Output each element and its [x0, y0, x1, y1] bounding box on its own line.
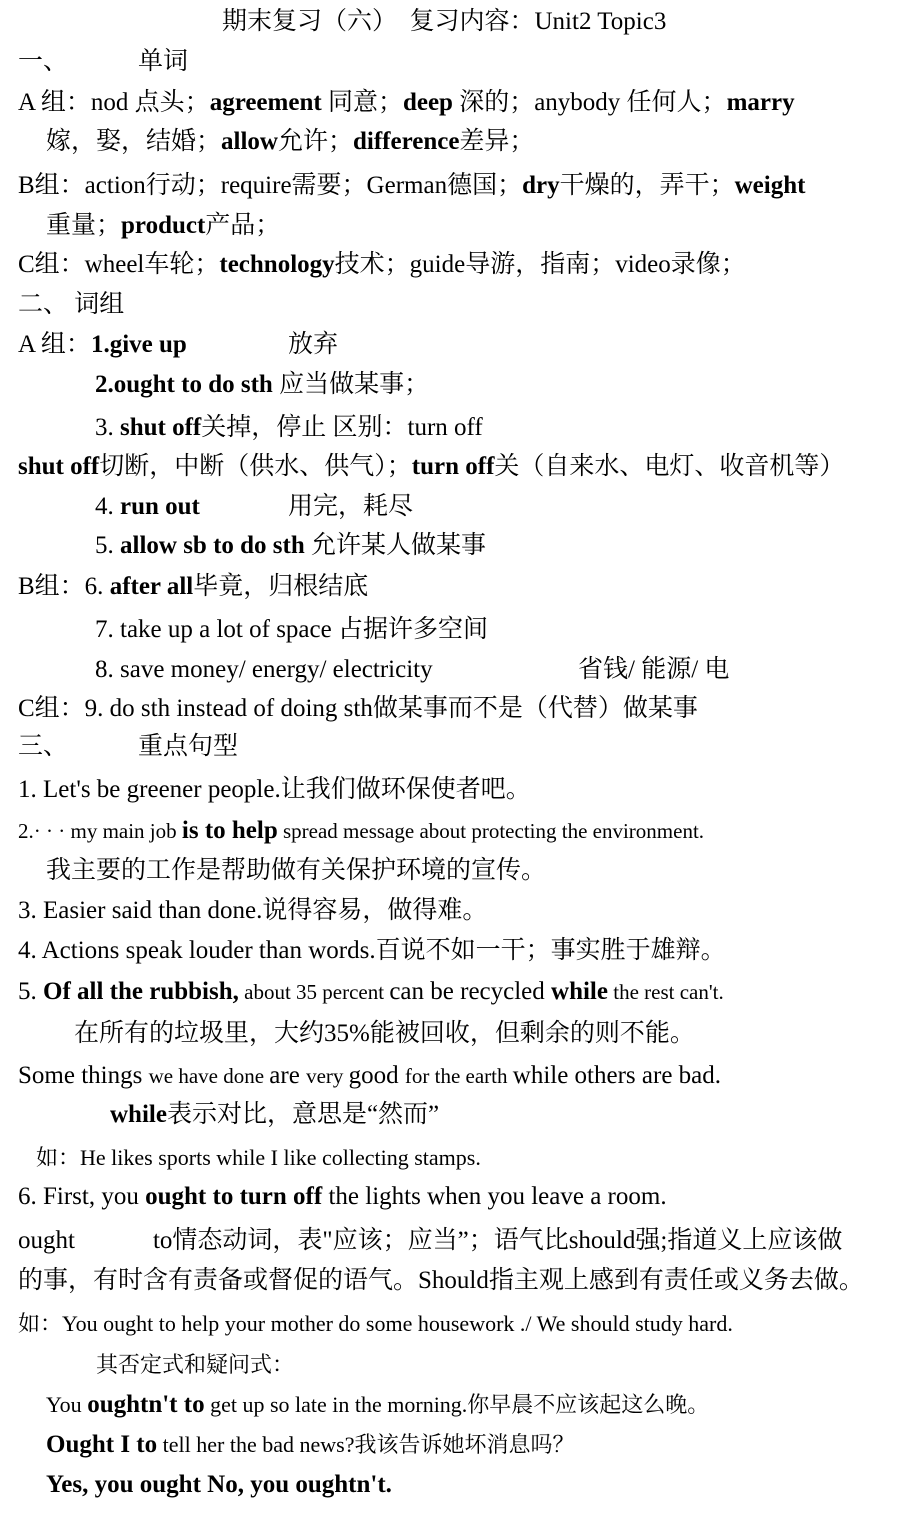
sentence-3: 3. Easier said than done.说得容易，做得难。 — [18, 897, 488, 924]
phrase-8: 8. save money/ energy/ electricity — [95, 656, 433, 683]
phrase-9: C组：9. do sth instead of doing sth做某事而不是（代替）做某事 — [18, 695, 698, 722]
vocab-group-a-line2: 嫁，娶，结婚；allow允许；difference差异； — [46, 128, 535, 155]
heading-number: 一、 — [18, 48, 69, 75]
phrase-4-meaning: 用完，耗尽 — [288, 493, 414, 520]
while-note: while表示对比，意思是“然而” — [110, 1101, 440, 1128]
sentence-1: 1. Let's be greener people.让我们做环保使者吧。 — [18, 776, 531, 803]
sentence-2: 2.· · · my main job is to help spread message about protecting the environment. — [18, 817, 705, 844]
heading-number: 三、 — [18, 733, 69, 760]
ought-explanation-line1: ought to情态动词，表"应该；应当”；语气比should强;指道义上应该做 — [18, 1227, 843, 1254]
while-usage-example: 如：He likes sports while I like collecting stamps. — [36, 1145, 481, 1170]
ought-explanation-line2: 的事，有时含有责备或督促的语气。Should指主观上感到有责任或义务去做。 — [18, 1267, 864, 1294]
negative-question-forms-label: 其否定式和疑问式： — [96, 1352, 295, 1377]
vocab-group-c: C组：wheel车轮；technology技术；guide导游，指南；video录像； — [18, 251, 746, 278]
sentence-5: 5. Of all the rubbish, about 35 percent can be recycled while the rest can't. — [18, 978, 724, 1005]
page-title: 期末复习（六） 复习内容：Unit2 Topic3 — [222, 8, 667, 35]
phrase-8-meaning: 省钱/ 能源/ 电 — [578, 656, 730, 683]
sentence-2-translation: 我主要的工作是帮助做有关保护环境的宣传。 — [46, 857, 547, 884]
while-example-sentence: Some things we have done are very good for the earth while others are bad. — [18, 1062, 722, 1089]
negative-form-example: You oughtn't to get up so late in the morning.你早晨不应该起这么晚。 — [46, 1391, 710, 1418]
sentence-4: 4. Actions speak louder than words.百说不如一干；事实胜于雄辩。 — [18, 937, 726, 964]
sentence-5-translation: 在所有的垃圾里，大约35%能被回收，但剩余的则不能。 — [74, 1020, 695, 1047]
sentence-6: 6. First, you ought to turn off the lights when you leave a room. — [18, 1183, 667, 1210]
vocab-group-b-line2: 重量；product产品； — [46, 212, 281, 239]
phrase-3: 3. shut off关掉，停止 区别：turn off — [95, 414, 483, 441]
section-heading-phrases: 二、 词组 — [18, 291, 125, 318]
vocab-group-b-line1: B组：action行动；require需要；German德国；dry干燥的，弄干；weight — [18, 172, 806, 199]
phrase-4: 4. run out — [95, 493, 200, 520]
section-heading-vocabulary — [18, 46, 188, 78]
phrase-5: 5. allow sb to do sth 允许某人做某事 — [95, 532, 487, 559]
phrase-2: 2.ought to do sth 应当做某事； — [95, 371, 430, 398]
phrase-6: B组：6. after all毕竟，归根结底 — [18, 573, 369, 600]
phrase-7: 7. take up a lot of space 占据许多空间 — [95, 616, 488, 643]
heading-text: 重点句型 — [138, 733, 239, 760]
phrase-3-comparison: shut off切断，中断（供水、供气）；turn off关（自来水、电灯、收音机等） — [18, 453, 845, 480]
vocab-group-a-line1: A 组：nod 点头；agreement 同意；deep 深的；anybody 任何人；marry — [18, 89, 795, 116]
short-answer-example: Yes, you ought No, you oughtn't. — [46, 1471, 392, 1498]
ought-usage-example: 如：You ought to help your mother do some housework ./ We should study hard. — [18, 1311, 733, 1336]
phrase-1: A 组：1.give up — [18, 331, 187, 358]
heading-text: 单词 — [138, 48, 189, 75]
phrase-1-meaning: 放弃 — [288, 331, 339, 358]
question-form-example: Ought I to tell her the bad news?我该告诉她坏消息吗？ — [46, 1431, 575, 1458]
section-heading-sentences — [18, 731, 238, 763]
